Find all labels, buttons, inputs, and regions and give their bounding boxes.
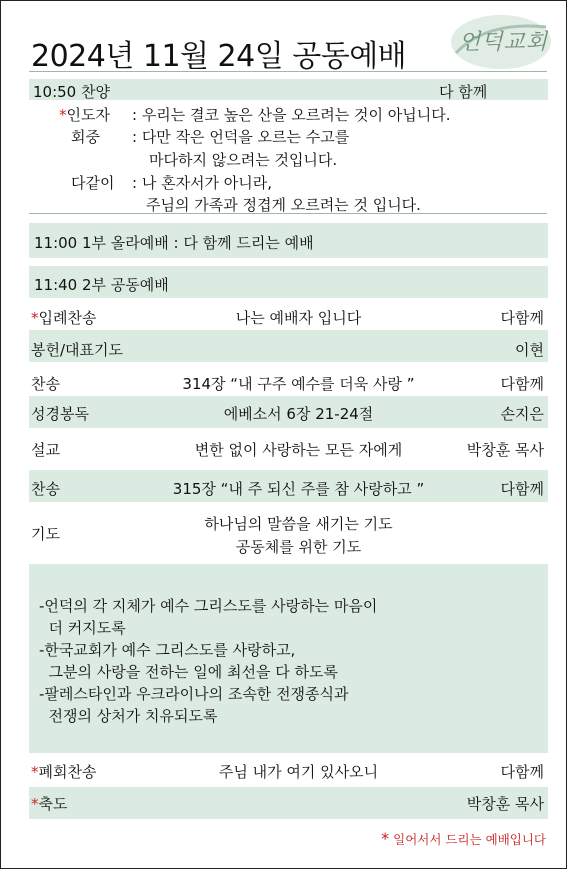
praise-line: : 다만 작은 언덕을 오르는 수고를 — [132, 128, 350, 146]
prayer-topic-line: -한국교회가 예수 그리스도를 사랑하고, — [39, 641, 296, 659]
order-item: 기도 — [31, 525, 60, 543]
order-item: 설교 — [31, 441, 60, 459]
prayer-topic-line: 그분의 사랑을 전하는 일에 최선을 다 하도록 — [39, 663, 338, 681]
order-item: 봉헌/대표기도 — [31, 341, 123, 359]
order-item: *폐회찬송 — [31, 763, 97, 781]
praise-line: : 우리는 결코 높은 산을 오르려는 것이 아닙니다. — [132, 106, 451, 124]
order-item: *축도 — [31, 795, 68, 813]
order-item: *입례찬송 — [31, 309, 97, 327]
order-person: 이현 — [515, 341, 544, 359]
divider — [29, 213, 547, 214]
prayer-topic-line: 더 커지도록 — [39, 619, 126, 637]
divider — [29, 71, 547, 72]
order-item: 찬송 — [31, 480, 60, 498]
order-item: 찬송 — [31, 375, 60, 393]
praise-role-congregation: 회중 — [71, 128, 100, 146]
praise-role-all: 다같이 — [71, 174, 115, 192]
service1-label: 11:00 1부 올라예배 : 다 함께 드리는 예배 — [34, 234, 314, 252]
order-content: 주님 내가 여기 있사오니 — [218, 763, 379, 781]
church-logo-text: 언덕교회 — [459, 30, 549, 55]
service2-label: 11:40 2부 공동예배 — [34, 276, 169, 294]
prayer-content: 공동체를 위한 기도 — [235, 538, 362, 556]
praise-line: : 나 혼자서가 아니라, — [132, 174, 273, 192]
order-content: 변한 없이 사랑하는 모든 자에게 — [194, 441, 403, 459]
order-item: 성경봉독 — [31, 405, 89, 423]
praise-role-leader: *인도자 — [59, 106, 110, 124]
order-content: 나는 예배자 입니다 — [235, 309, 362, 327]
order-person: 다함께 — [500, 763, 544, 781]
praise-leader: 다 함께 — [439, 83, 488, 101]
praise-time-label: 10:50 찬양 — [33, 83, 110, 101]
prayer-topic-line: -팔레스타인과 우크라이나의 조속한 전쟁종식과 — [39, 685, 349, 703]
order-person: 다함께 — [500, 480, 544, 498]
order-content: 314장 “내 구주 예수를 더욱 사랑 ” — [182, 375, 415, 393]
order-person: 손지은 — [500, 405, 544, 423]
page-title: 2024년 11월 24일 공동예배 — [31, 39, 407, 74]
order-content: 에베소서 6장 21-24절 — [223, 405, 374, 423]
prayer-content: 하나님의 말씀을 새기는 기도 — [204, 515, 393, 533]
praise-line: 마다하지 않으려는 것입니다. — [149, 151, 338, 169]
order-person: 박창훈 목사 — [466, 795, 544, 813]
order-content: 315장 “내 주 되신 주를 참 사랑하고 ” — [172, 480, 425, 498]
order-person: 다함께 — [500, 375, 544, 393]
prayer-topic-line: -언덕의 각 지체가 예수 그리스도를 사랑하는 마음이 — [39, 597, 378, 615]
order-person: 박창훈 목사 — [466, 441, 544, 459]
order-person: 다함께 — [500, 309, 544, 327]
praise-line: 주님의 가족과 정겹게 오르려는 것 입니다. — [146, 196, 421, 214]
prayer-topic-line: 전쟁의 상처가 치유되도록 — [39, 707, 218, 725]
standing-note: * 일어서서 드리는 예배입니다 — [381, 829, 546, 848]
